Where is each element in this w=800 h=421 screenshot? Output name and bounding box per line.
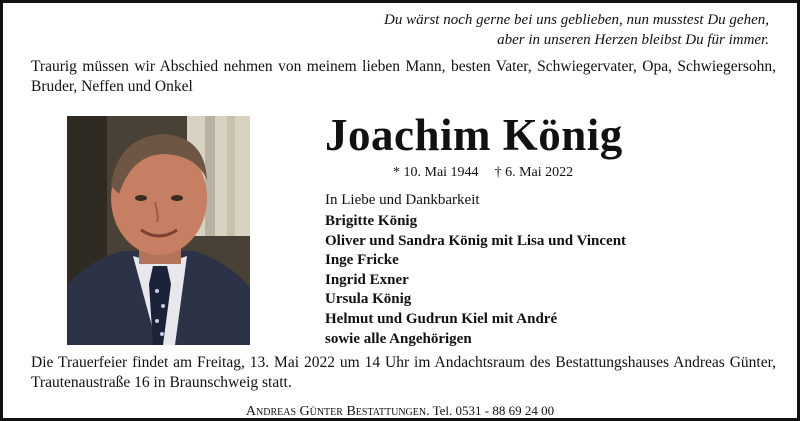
intro-text: Traurig müssen wir Abschied nehmen von meinem lieben Mann, besten Vater, Schwiegervater, Opa, Schwiegersohn, Bruder, Neffen und Onkel	[31, 58, 776, 95]
mourner-entry: sowie alle Angehörigen	[325, 330, 472, 347]
death-date: † 6. Mai 2022	[494, 165, 574, 180]
service-details: Die Trauerfeier findet am Freitag, 13. Mai 2022 um 14 Uhr im Andachtsraum des Bestattungshauses Andreas Günter, Trautenaustraße 16 in Braunschweig statt.	[31, 354, 776, 391]
mourner-entry: Ursula König	[325, 291, 412, 308]
mourner-entry: Ingrid Exner	[325, 271, 409, 288]
funeral-home-name: Andreas Günter Bestattungen.	[245, 404, 430, 419]
portrait-photo	[67, 116, 250, 345]
birth-date: * 10. Mai 1944	[393, 165, 479, 180]
life-dates	[393, 163, 573, 183]
mourner-entry: Brigitte König	[325, 213, 418, 229]
funeral-home-phone: Tel. 0531 - 88 69 24 00	[432, 403, 555, 418]
mourner-entry: Inge Fricke	[325, 252, 399, 269]
funeral-home-footer	[3, 403, 797, 420]
mourner-entry: Oliver und Sandra König mit Lisa und Vincent	[325, 232, 627, 249]
quote-line-2: aber in unseren Herzen bleibst Du für immer.	[497, 32, 769, 48]
portrait-illustration	[67, 116, 250, 345]
deceased-name: Joachim König	[325, 110, 623, 160]
quote-line-1: Du wärst noch gerne bei uns geblieben, nun musstest Du gehen,	[384, 12, 769, 28]
mourners-list	[325, 212, 626, 349]
mourner-entry: Helmut und Gudrun Kiel mit André	[325, 310, 558, 327]
memorial-quote	[384, 10, 769, 50]
gratitude-line: In Liebe und Dankbarkeit	[325, 192, 480, 208]
